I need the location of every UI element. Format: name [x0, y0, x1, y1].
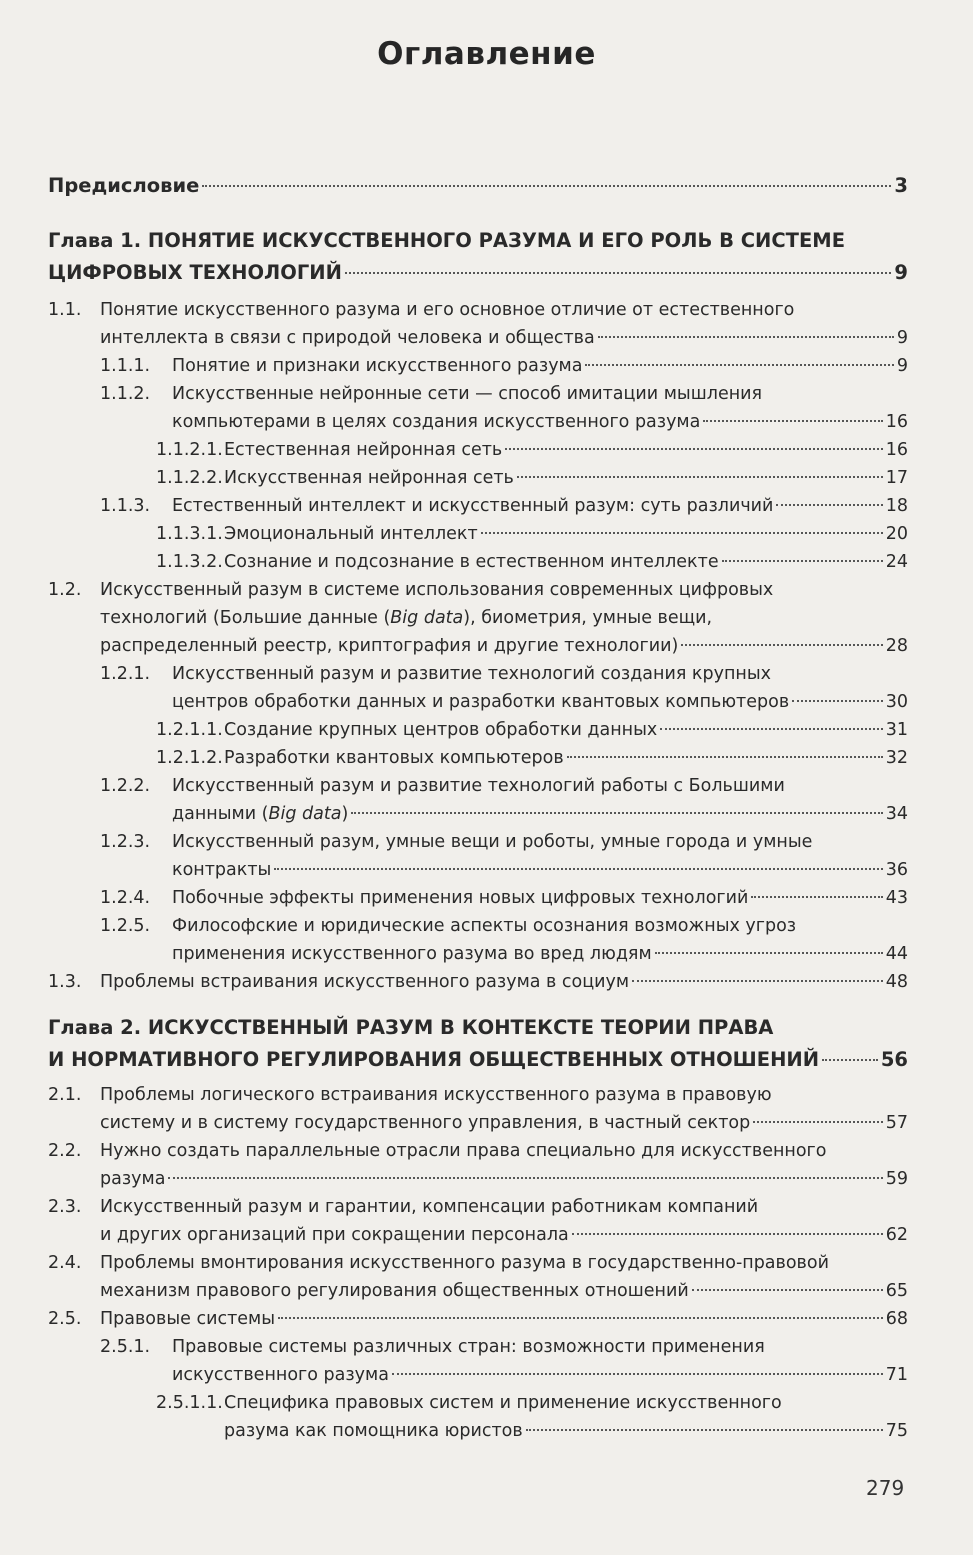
toc-entry-page: 16 [885, 440, 908, 460]
toc-entry-number: 1.1.3.1. [156, 524, 223, 544]
toc-entry-page: 3 [894, 174, 908, 197]
page-number: 279 [866, 1476, 905, 1500]
toc-entry-number: 1.1. [48, 300, 82, 320]
leader-dots [202, 185, 891, 187]
toc-entry-title: Правовые системы различных стран: возможности применения [172, 1337, 765, 1357]
toc-entry-number: 1.3. [48, 972, 82, 992]
toc-entry-number: 1.2.3. [100, 832, 151, 852]
leader-dots [481, 532, 883, 534]
toc-entry-title: компьютерами в целях создания искусственного разума [172, 412, 701, 432]
leader-dots [753, 1121, 882, 1123]
toc-entry-number: 1.1.2.1. [156, 440, 223, 460]
toc-entry-number: 1.2.1. [100, 664, 151, 684]
leader-dots [660, 728, 882, 730]
toc-entry-title: Создание крупных центров обработки данных [224, 720, 658, 740]
toc-entry-number: 1.1.2.2. [156, 468, 223, 488]
toc-entry-number: 1.2.4. [100, 888, 151, 908]
leader-dots [505, 448, 882, 450]
toc-entry-title: ЦИФРОВЫХ ТЕХНОЛОГИЙ [48, 261, 342, 284]
leader-dots [632, 980, 883, 982]
toc-entry-title: Проблемы встраивания искусственного разума в социум [100, 972, 630, 992]
toc-entry-title: Глава 1. ПОНЯТИЕ ИСКУССТВЕННОГО РАЗУМА И ЕГО РОЛЬ В СИСТЕМЕ [48, 229, 846, 252]
toc-entry-title: Понятие и признаки искусственного разума [172, 356, 583, 376]
leader-dots [274, 868, 882, 870]
toc-entry-title: Правовые системы [100, 1309, 276, 1329]
toc-entry-title: механизм правового регулирования общественных отношений [100, 1281, 689, 1301]
toc-entry-number: 1.1.3.2. [156, 552, 223, 572]
toc-entry-page: 44 [885, 944, 908, 964]
toc-entry-number: 2.5. [48, 1309, 82, 1329]
toc-entry-title: Нужно создать параллельные отрасли права специально для искусственного [100, 1141, 827, 1161]
toc-entry-page: 24 [885, 552, 908, 572]
toc-entry-page: 31 [885, 720, 908, 740]
leader-dots [351, 812, 882, 814]
toc-entry-page: 57 [885, 1113, 908, 1133]
toc-entry-title: Проблемы логического встраивания искусственного разума в правовую [100, 1085, 772, 1105]
toc-entry-number: 1.2.5. [100, 916, 151, 936]
toc-entry-title: Специфика правовых систем и применение искусственного [224, 1393, 782, 1413]
leader-dots [776, 504, 882, 506]
toc-entry-page: 68 [885, 1309, 908, 1329]
toc-entry-page: 20 [885, 524, 908, 544]
toc-entry-page: 34 [885, 804, 908, 824]
leader-dots [792, 700, 883, 702]
leader-dots [168, 1177, 882, 1179]
toc-entry-title: Естественный интеллект и искусственный разум: суть различий [172, 496, 774, 516]
toc-entry-number: 2.2. [48, 1141, 82, 1161]
toc-entry-page: 17 [885, 468, 908, 488]
toc-entry-page: 28 [885, 636, 908, 656]
toc-entry-page: 65 [885, 1281, 908, 1301]
leader-dots [598, 336, 894, 338]
toc-entry-title: разума [100, 1169, 166, 1189]
toc-entry-page: 56 [880, 1048, 908, 1071]
leader-dots [692, 1289, 883, 1291]
toc-entry-number: 1.2.2. [100, 776, 151, 796]
toc-entry-page: 59 [885, 1169, 908, 1189]
toc-entry-page: 30 [885, 692, 908, 712]
leader-dots [345, 272, 892, 274]
toc-entry-title: Понятие искусственного разума и его основное отличие от естественного [100, 300, 795, 320]
toc-entry-title: Предисловие [48, 174, 200, 197]
toc-entry-page: 18 [885, 496, 908, 516]
leader-dots [392, 1373, 883, 1375]
toc-entry-page: 36 [885, 860, 908, 880]
toc-entry-page: 48 [885, 972, 908, 992]
toc-entry-number: 1.2. [48, 580, 82, 600]
toc-entry-page: 71 [885, 1365, 908, 1385]
toc-entry-title: технологий (Большие данные (Big data), биометрия, умные вещи, [100, 608, 713, 628]
toc-entry-title: Эмоциональный интеллект [224, 524, 478, 544]
leader-dots [517, 476, 883, 478]
toc-entry-number: 1.1.3. [100, 496, 151, 516]
toc-entry-page: 62 [885, 1225, 908, 1245]
leader-dots [526, 1429, 883, 1431]
toc-entry-title: Побочные эффекты применения новых цифровых технологий [172, 888, 749, 908]
toc-entry-page: 9 [896, 356, 908, 376]
toc-entry-title: Философские и юридические аспекты осознания возможных угроз [172, 916, 797, 936]
toc-entry-title: Разработки квантовых компьютеров [224, 748, 564, 768]
toc-entry-title: распределенный реестр, криптография и другие технологии) [100, 636, 679, 656]
toc-entry-number: 2.5.1. [100, 1337, 151, 1357]
toc-entry-title: Искусственные нейронные сети — способ имитации мышления [172, 384, 763, 404]
toc-entry-title: систему и в систему государственного управления, в частный сектор [100, 1113, 751, 1133]
toc-entry-title: применения искусственного разума во вред людям [172, 944, 652, 964]
toc-entry-page: 9 [896, 328, 908, 348]
toc-entry-title: данными (Big data) [172, 804, 349, 824]
leader-dots [751, 896, 882, 898]
leader-dots [681, 644, 882, 646]
toc-entry-title: Искусственный разум в системе использования современных цифровых [100, 580, 774, 600]
toc-entry-title: Искусственный разум и гарантии, компенсации работникам компаний [100, 1197, 759, 1217]
toc-entry-title: Сознание и подсознание в естественном интеллекте [224, 552, 719, 572]
toc-entry-number: 2.3. [48, 1197, 82, 1217]
toc-entry-title: центров обработки данных и разработки квантовых компьютеров [172, 692, 790, 712]
toc-entry-number: 2.4. [48, 1253, 82, 1273]
leader-dots [572, 1233, 883, 1235]
toc-entry-number: 1.1.1. [100, 356, 151, 376]
toc-entry-title: Проблемы вмонтирования искусственного разума в государственно-правовой [100, 1253, 829, 1273]
toc-entry-number: 1.2.1.2. [156, 748, 223, 768]
toc-entry-page: 9 [894, 261, 908, 284]
toc-entry-page: 32 [885, 748, 908, 768]
toc-entry-title: искусственного разума [172, 1365, 389, 1385]
toc-entry-number: 2.5.1.1. [156, 1393, 223, 1413]
toc-entry-title: Искусственный разум и развитие технологий создания крупных [172, 664, 772, 684]
toc-entry-title: разума как помощника юристов [224, 1421, 523, 1441]
page-title: Оглавление [377, 36, 596, 72]
toc-entry-title: интеллекта в связи с природой человека и общества [100, 328, 595, 348]
leader-dots [703, 420, 882, 422]
toc-entry-title: Глава 2. ИСКУССТВЕННЫЙ РАЗУМ В КОНТЕКСТЕ ТЕОРИИ ПРАВА [48, 1016, 774, 1039]
toc-entry-title: И НОРМАТИВНОГО РЕГУЛИРОВАНИЯ ОБЩЕСТВЕННЫХ ОТНОШЕНИЙ [48, 1048, 820, 1071]
leader-dots [822, 1059, 878, 1061]
toc-entry-title: Искусственный разум, умные вещи и роботы, умные города и умные [172, 832, 813, 852]
toc-entry-title: Искусственная нейронная сеть [224, 468, 514, 488]
toc-entry-number: 1.2.1.1. [156, 720, 223, 740]
toc-entry-number: 2.1. [48, 1085, 82, 1105]
toc-entry-page: 16 [885, 412, 908, 432]
leader-dots [722, 560, 883, 562]
toc-entry-title: и других организаций при сокращении персонала [100, 1225, 569, 1245]
leader-dots [585, 364, 893, 366]
toc-entry-number: 1.1.2. [100, 384, 151, 404]
toc-entry-title: контракты [172, 860, 272, 880]
toc-entry-page: 75 [885, 1421, 908, 1441]
toc-entry-title: Искусственный разум и развитие технологий работы с Большими [172, 776, 785, 796]
leader-dots [655, 952, 883, 954]
toc-entry-page: 43 [885, 888, 908, 908]
leader-dots [567, 756, 883, 758]
leader-dots [278, 1317, 883, 1319]
toc-entry-title: Естественная нейронная сеть [224, 440, 503, 460]
